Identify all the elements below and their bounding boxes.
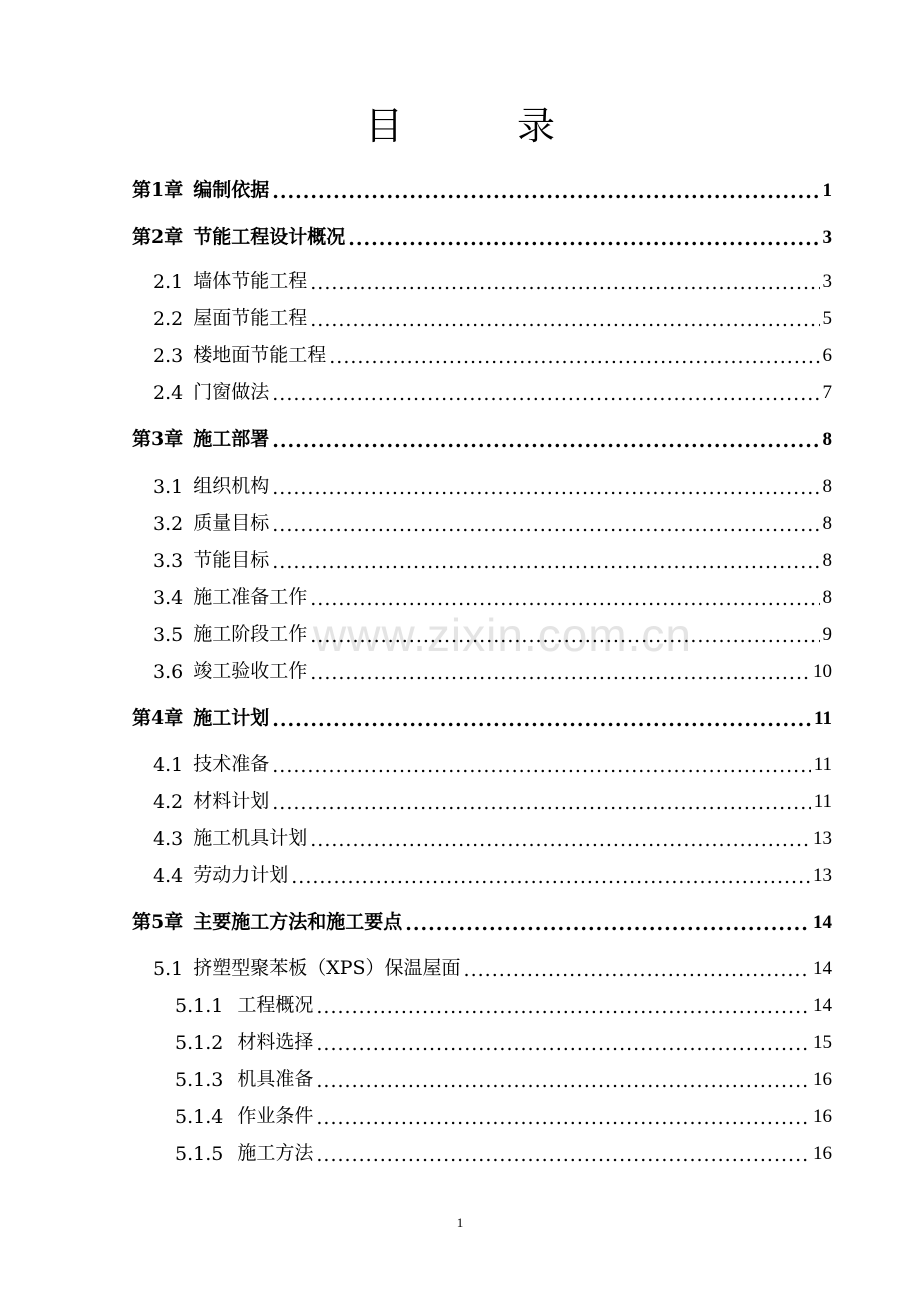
- toc-leader-dots: [291, 867, 810, 887]
- toc-entry-label: 施工阶段工作: [193, 623, 308, 645]
- toc-entry[interactable]: [153, 952, 832, 980]
- toc-leader-dots: [272, 756, 810, 776]
- toc-entry-page: 16: [813, 1069, 832, 1090]
- toc-entry-number: 4.4: [153, 865, 184, 887]
- toc-entry-number: 第5章: [132, 911, 184, 933]
- toc-leader-dots: [310, 830, 810, 850]
- toc-entry-label: 主要施工方法和施工要点: [193, 911, 403, 933]
- toc-entry-number: 第4章: [132, 707, 184, 729]
- toc-leader-dots: [316, 1071, 810, 1091]
- toc-entry[interactable]: [175, 1026, 832, 1054]
- toc-entry-page: 8: [822, 513, 832, 534]
- toc-entry-label: 施工计划: [193, 707, 270, 729]
- toc-entry-label: 编制依据: [193, 179, 270, 201]
- toc-entry-number: 4.3: [153, 828, 184, 850]
- toc-entry[interactable]: [175, 989, 832, 1017]
- toc-entry-label: 质量目标: [193, 512, 270, 534]
- toc-entry-number: 3.3: [153, 550, 184, 572]
- toc-entry-page: 3: [822, 271, 832, 292]
- toc-leader-dots: [272, 384, 819, 404]
- toc-entry-label: 屋面节能工程: [193, 307, 308, 329]
- toc-entry[interactable]: [132, 174, 832, 202]
- watermark: www.zixin.com.cn: [313, 609, 692, 661]
- toc-entry-label: 竣工验收工作: [193, 660, 308, 682]
- toc-entry-page: 7: [822, 382, 832, 403]
- toc-entry-page: 13: [813, 828, 832, 849]
- toc-entry-label: 施工机具计划: [193, 827, 308, 849]
- toc-leader-dots: [316, 1034, 810, 1054]
- page-title: 目 录: [364, 104, 593, 148]
- toc-leader-dots: [272, 478, 819, 498]
- toc-entry-number: 4.1: [153, 754, 184, 776]
- toc-entry-label: 施工部署: [193, 428, 270, 450]
- toc-entry-label: 劳动力计划: [193, 864, 289, 886]
- toc-entry[interactable]: [153, 376, 832, 404]
- toc-entry-page: 16: [813, 1106, 832, 1127]
- toc-entry-number: 5.1.5: [175, 1143, 224, 1165]
- toc-entry[interactable]: [153, 859, 832, 887]
- toc-entry[interactable]: [175, 1100, 832, 1128]
- toc-entry-number: 2.4: [153, 382, 184, 404]
- toc-entry-number: 5.1.4: [175, 1106, 224, 1128]
- toc-entry-page: 1: [822, 180, 832, 201]
- toc-entry-number: 4.2: [153, 791, 184, 813]
- toc-entry-page: 13: [813, 865, 832, 886]
- toc-entry-page: 8: [822, 587, 832, 608]
- toc-entry-label: 楼地面节能工程: [193, 344, 327, 366]
- toc-leader-dots: [272, 515, 819, 535]
- toc-leader-dots: [316, 1108, 810, 1128]
- toc-entry-number: 5.1: [153, 958, 184, 980]
- toc-entry-label: 组织机构: [193, 475, 270, 497]
- toc-entry-label: 材料计划: [193, 790, 270, 812]
- toc-entry-label: 门窗做法: [193, 381, 270, 403]
- toc-entry[interactable]: [153, 785, 832, 813]
- toc-entry[interactable]: [153, 581, 832, 609]
- toc-entry-page: 16: [813, 1143, 832, 1164]
- toc-leader-dots: [272, 552, 819, 572]
- toc-entry[interactable]: [153, 265, 832, 293]
- toc-entry[interactable]: [153, 618, 832, 646]
- toc-entry-page: 8: [822, 476, 832, 497]
- toc-entry-number: 5.1.2: [175, 1032, 224, 1054]
- toc-entry-number: 第2章: [132, 226, 184, 248]
- toc-entry-label: 作业条件: [237, 1105, 314, 1127]
- toc-entry-page: 11: [814, 708, 832, 729]
- toc-entry-label: 材料选择: [237, 1031, 314, 1053]
- toc-entry[interactable]: [132, 423, 832, 451]
- toc-entry-page: 3: [822, 227, 832, 248]
- toc-entry-page: 8: [822, 550, 832, 571]
- toc-entry-page: 10: [813, 661, 832, 682]
- toc-leader-dots: [316, 997, 810, 1017]
- toc-entry-label: 节能目标: [193, 549, 270, 571]
- toc-entry-page: 15: [813, 1032, 832, 1053]
- toc-entry-page: 5: [822, 308, 832, 329]
- toc-leader-dots: [310, 626, 819, 646]
- toc-entry[interactable]: [153, 339, 832, 367]
- toc-leader-dots: [316, 1145, 810, 1165]
- toc-entry[interactable]: [153, 544, 832, 572]
- toc-entry-number: 2.3: [153, 345, 184, 367]
- toc-leader-dots: [272, 182, 819, 202]
- toc-entry-page: 11: [813, 791, 832, 812]
- toc-entry-number: 5.1.3: [175, 1069, 224, 1091]
- toc-entry-number: 3.2: [153, 513, 184, 535]
- toc-leader-dots: [464, 960, 810, 980]
- toc-entry-number: 2.1: [153, 271, 184, 293]
- toc-leader-dots: [310, 589, 819, 609]
- toc-entry[interactable]: [175, 1137, 832, 1165]
- toc-entry[interactable]: [132, 906, 832, 934]
- toc-entry[interactable]: [153, 302, 832, 330]
- toc-leader-dots: [272, 710, 811, 730]
- toc-entry-page: 8: [822, 429, 832, 450]
- toc-entry-number: 3.6: [153, 661, 184, 683]
- toc-entry[interactable]: [132, 702, 832, 730]
- toc-entry-label: 挤塑型聚苯板（XPS）保温屋面: [193, 957, 461, 979]
- toc-leader-dots: [310, 310, 819, 330]
- toc-entry-label: 技术准备: [193, 753, 270, 775]
- toc-entry-page: 14: [813, 995, 832, 1016]
- toc-entry-label: 墙体节能工程: [193, 270, 308, 292]
- page-number: 1: [456, 1215, 464, 1230]
- toc-entry-label: 施工准备工作: [193, 586, 308, 608]
- toc-entry-label: 工程概况: [237, 994, 314, 1016]
- toc-leader-dots: [310, 663, 810, 683]
- toc-entry-label: 施工方法: [237, 1142, 314, 1164]
- toc-entry-number: 3.4: [153, 587, 184, 609]
- toc-entry[interactable]: [153, 748, 832, 776]
- toc-entry-number: 2.2: [153, 308, 184, 330]
- toc-entry-number: 第1章: [132, 179, 184, 201]
- toc-leader-dots: [329, 347, 819, 367]
- toc-entry-label: 节能工程设计概况: [193, 226, 346, 248]
- toc-entry[interactable]: [153, 507, 832, 535]
- toc-entry-number: 第3章: [132, 428, 184, 450]
- toc-entry-page: 14: [813, 958, 832, 979]
- toc-leader-dots: [405, 914, 810, 934]
- toc-entry[interactable]: [175, 1063, 832, 1091]
- toc-entry-number: 3.5: [153, 624, 184, 646]
- toc-leader-dots: [348, 229, 819, 249]
- toc-entry-page: 11: [813, 754, 832, 775]
- toc-entry-page: 9: [822, 624, 832, 645]
- toc-entry[interactable]: [153, 655, 832, 683]
- toc-entry-number: 5.1.1: [175, 995, 224, 1017]
- toc-entry[interactable]: [153, 822, 832, 850]
- toc-leader-dots: [272, 431, 819, 451]
- toc-entry-page: 6: [822, 345, 832, 366]
- toc-leader-dots: [310, 273, 819, 293]
- toc-entry[interactable]: [132, 221, 832, 249]
- toc-entry[interactable]: [153, 470, 832, 498]
- toc-entry-number: 3.1: [153, 476, 184, 498]
- toc-entry-page: 14: [813, 912, 832, 933]
- toc-entry-label: 机具准备: [237, 1068, 314, 1090]
- toc-leader-dots: [272, 793, 810, 813]
